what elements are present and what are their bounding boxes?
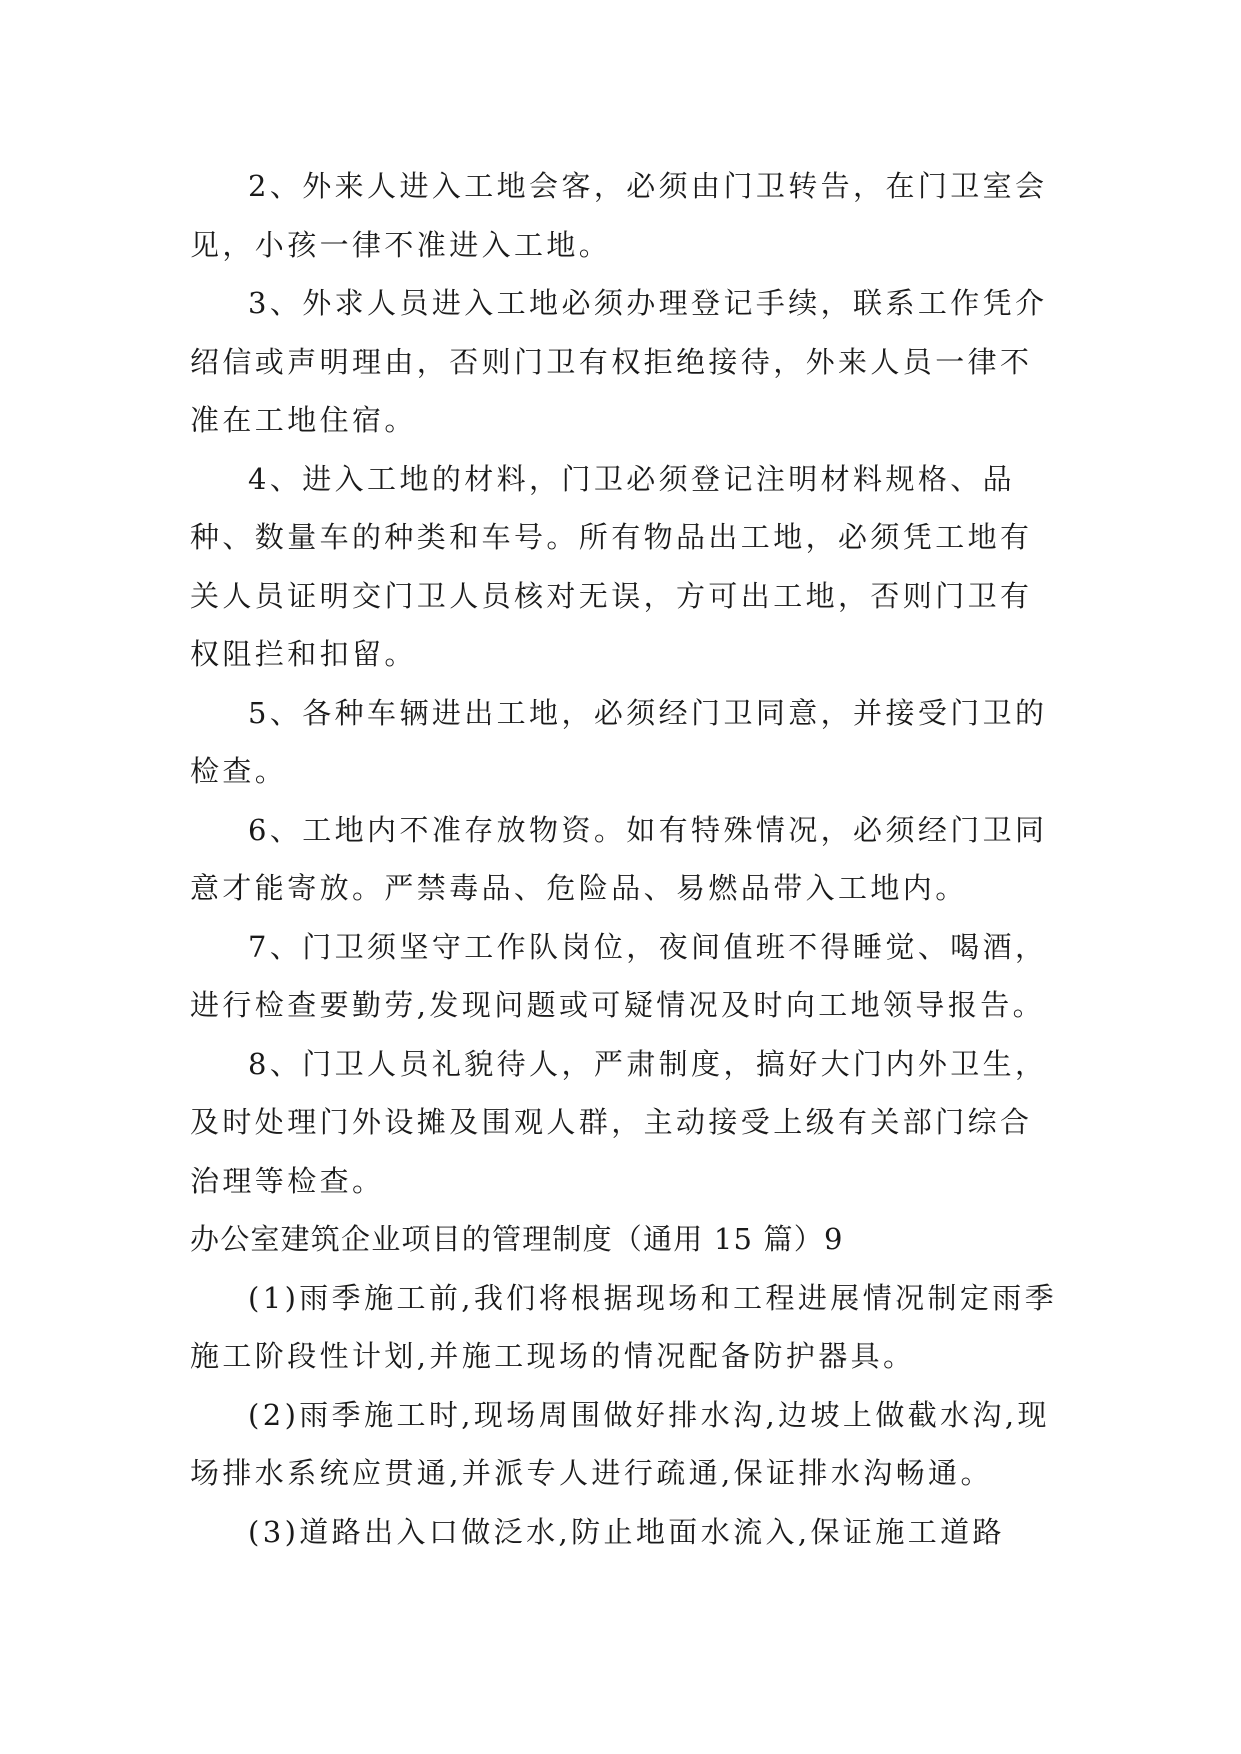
section-paragraph-3: (3)道路出入口做泛水,防止地面水流入,保证施工道路 (248, 1514, 1005, 1549)
paragraph-item-4: 4、进入工地的材料，门卫必须登记注明材料规格、品种、数量车的种类和车号。所有物品出工地，必须凭工地有关人员证明交门卫人员核对无误，方可出工地，否则门卫有权阻拦和扣留。 (190, 461, 1033, 671)
paragraph-item-6: 6、工地内不准存放物资。如有特殊情况，必须经门卫同意才能寄放。严禁毒品、危险品、易燃品带入工地内。 (190, 812, 1048, 905)
section-paragraph-1: (1)雨季施工前,我们将根据现场和工程进展情况制定雨季施工阶段性计划,并施工现场的情况配备防护器具。 (190, 1280, 1058, 1373)
paragraph-item-8: 8、门卫人员礼貌待人，严肃制度，搞好大门内外卫生，及时处理门外设摊及围观人群，主动接受上级有关部门综合治理等检查。 (190, 1046, 1048, 1198)
document-body (190, 157, 1060, 1561)
paragraph-item-7: 7、门卫须坚守工作队岗位，夜间值班不得睡觉、喝酒，进行检查要勤劳,发现问题或可疑情况及时向工地领导报告。 (190, 929, 1048, 1022)
section-heading: 办公室建筑企业项目的管理制度（通用 15 篇）9 (190, 1222, 844, 1256)
section-paragraph-2: (2)雨季施工时,现场周围做好排水沟,边坡上做截水沟,现场排水系统应贯通,并派专人进行疏通,保证排水沟畅通。 (190, 1397, 1050, 1490)
paragraph-item-3: 3、外求人员进入工地必须办理登记手续，联系工作凭介绍信或声明理由，否则门卫有权拒绝接待，外来人员一律不准在工地住宿。 (190, 286, 1048, 437)
paragraph-item-2: 2、外来人进入工地会客，必须由门卫转告，在门卫室会见，小孩一律不准进入工地。 (190, 169, 1048, 262)
paragraph-item-5: 5、各种车辆进出工地，必须经门卫同意，并接受门卫的检查。 (190, 695, 1048, 788)
